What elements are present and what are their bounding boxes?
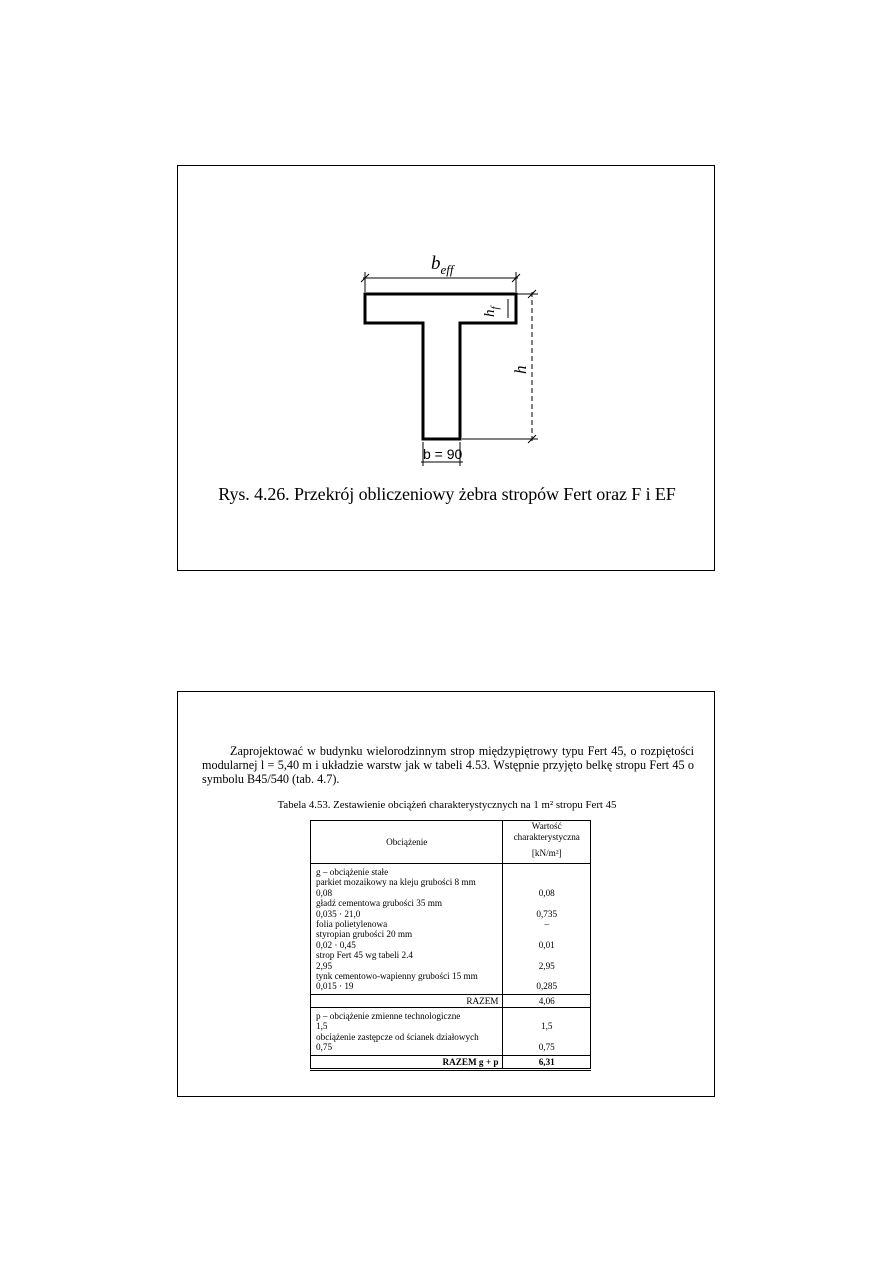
table-line: strop Fert 45 wg tabeli 2.4 [316,950,413,961]
hf-label: $h_f$ [482,306,501,317]
table-value: 0,75 [538,1042,555,1053]
table-value [503,950,590,960]
table-value [503,898,590,908]
figure-caption: Rys. 4.26. Przekrój obliczeniowy żebra stropów Fert oraz F i EF [218,484,676,504]
table-line: obciążenie zastępcze od ścianek działowych [316,1031,479,1042]
table-row-permanent [311,864,591,995]
table-value: – [544,918,550,929]
header-value [503,821,591,864]
t-section-diagram [178,166,716,572]
table-title: Tabela 4.53. Zestawienie obciążeń charakterystycznych na 1 m² stropu Fert 45 [277,799,617,811]
permanent-sum-label: RAZEM [311,994,503,1007]
table-line: 0,035 · 21,0 [316,908,361,919]
total-sum-value: 6,31 [503,1055,591,1069]
table-line: styropian grubości 20 mm [316,929,413,940]
problem-slide [177,691,715,1097]
table-row-total [311,1055,591,1069]
problem-statement [202,744,694,786]
table-value [503,867,590,877]
table-line: 2,95 [316,960,333,971]
table-value: 0,735 [536,908,558,919]
permanent-load-description [311,864,503,995]
total-sum-label: RAZEM g + p [311,1055,503,1069]
h-label: h [511,365,530,374]
problem-text: Zaprojektować w budynku wielorodzinnym strop międzypiętrowy typu Fert 45, o rozpiętości modularnej l = 5,40 m i układzie warstw jak w tabeli 4.53. Wstępnie przyjęto belkę stropu Fert 45 o symbolu B45/540 (tab. 4.7). [202,744,694,786]
table-line: g – obciążenie stałe [316,867,389,877]
b-label: b = 90 [423,446,463,462]
table-line: p – obciążenie zmienne technologiczne [316,1010,461,1021]
table-value [503,929,590,939]
variable-load-values [503,1007,591,1055]
table-value: 0,01 [538,939,555,950]
table-line: parkiet mozaikowy na kleju grubości 8 mm [316,877,476,888]
header-value-unit: [kN/m²] [531,848,562,858]
table-line: 0,08 [316,887,333,898]
table-header-row [311,821,591,864]
header-load: Obciążenie [311,821,503,864]
table-value [503,971,590,981]
permanent-load-values [503,864,591,995]
table-line: tynk cementowo-wapienny grubości 15 mm [316,971,478,982]
table-value [503,1011,590,1021]
table-value: 0,285 [536,981,558,992]
header-value-line2: charakterystyczna [513,832,580,842]
table-line: 0,75 [316,1042,333,1053]
table-line: folia polietylenowa [316,919,388,930]
table-line: 0,02 · 0,45 [316,939,356,950]
figure-slide [177,165,715,571]
table-row-variable [311,1007,591,1055]
table-value: 1,5 [540,1021,553,1032]
beff-label: $b_{eff}$ [431,253,454,277]
table-line: 0,015 · 19 [316,981,354,992]
table-value [503,1032,590,1042]
table-value: 2,95 [538,960,555,971]
table-value [503,877,590,887]
variable-load-description [311,1007,503,1055]
header-value-line1: Wartość [531,821,562,831]
table-line: gładź cementowa grubości 35 mm [316,898,443,909]
table-value: 0,08 [538,887,555,898]
loads-table [310,820,591,1071]
table-line: 1,5 [316,1021,328,1032]
permanent-sum-value: 4,06 [503,994,591,1007]
table-row-permanent-sum [311,994,591,1007]
